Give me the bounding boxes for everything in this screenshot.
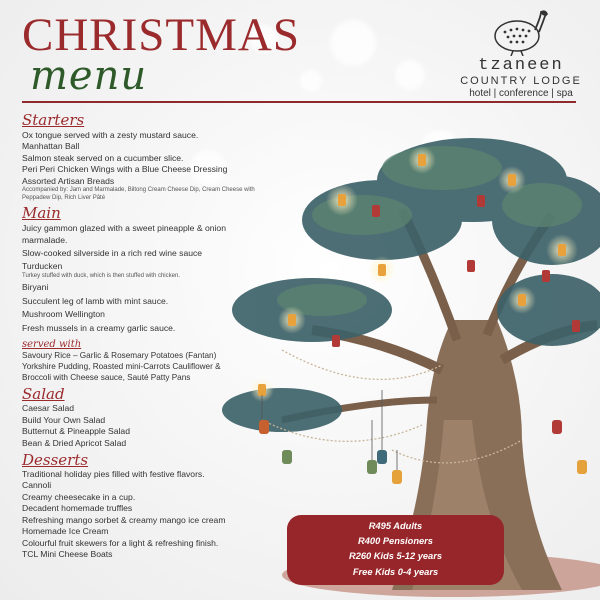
price-box	[287, 515, 504, 585]
price-kids-0-4: Free Kids 0-4 years	[352, 566, 439, 577]
menu-item: Caesar Salad	[22, 403, 75, 414]
menu-item: Bean & Dried Apricot Salad	[22, 437, 127, 448]
logo-lodge: COUNTRY LODGE	[460, 75, 582, 87]
menu-item: TCL Mini Cheese Boats	[22, 548, 113, 559]
menu-item: Manhattan Ball	[22, 141, 80, 152]
logo-brand: tzaneen	[478, 56, 564, 75]
menu-item: Turducken	[22, 261, 63, 272]
salad-heading: Salad	[22, 385, 65, 404]
menu-item: Traditional holiday pies filled with festive flavors.	[22, 469, 205, 480]
menu-item: Build Your Own Salad	[22, 414, 106, 425]
menu-content	[22, 112, 282, 560]
menu-item: Refreshing mango sorbet & creamy mango ice cream	[22, 514, 226, 525]
menu-item: Mushroom Wellington	[22, 309, 105, 320]
lodge-logo	[455, 6, 587, 100]
starters-heading: Starters	[22, 111, 85, 129]
menu-item: Succulent leg of lamb with mint sauce.	[22, 295, 169, 306]
main-heading: Main	[22, 204, 61, 223]
menu-item: Creamy cheesecake in a cup.	[22, 491, 136, 502]
title-divider	[22, 101, 576, 103]
menu-item: Fresh mussels in a creamy garlic sauce.	[22, 322, 176, 333]
menu-item: Peri Peri Chicken Wings with a Blue Cheese Dressing	[22, 164, 228, 175]
logo-tagline: hotel | conference | spa	[469, 88, 573, 100]
bread-accompaniment-note: Accompanied by: Jam and Marmalade, Biltong Cream Cheese Dip, Cream Cheese with Peppadew Dip, Rich Liver Pâté	[22, 187, 255, 201]
menu-item: Decadent homemade truffles	[22, 503, 133, 514]
menu-item: Slow-cooked silverside in a rich red wine sauce	[22, 248, 203, 259]
desserts-heading: Desserts	[22, 451, 89, 470]
price-adults: R495 Adults	[368, 521, 423, 531]
served-with-text: Savoury Rice – Garlic & Rosemary Potatoes (Fantan) Yorkshire Pudding, Roasted mini-Carrots Cauliflower & Broccoli with Cheese sauce, Sauté Patty Pans	[22, 351, 221, 382]
turducken-note: Turkey stuffed with duck, which is then stuffed with chicken.	[22, 272, 180, 279]
price-kids-5-12: R260 Kids 5-12 years	[348, 551, 443, 562]
menu-item: Salmon steak served on a cucumber slice.	[22, 152, 184, 163]
menu-item: Juicy gammon glazed with a sweet pineapple & onion marmalade.	[22, 223, 226, 245]
menu-item: Colourful fruit skewers for a light & refreshing finish.	[22, 537, 219, 548]
title-menu: menu	[30, 53, 148, 99]
menu-item: Homemade Ice Cream	[22, 526, 109, 537]
served-with-heading: served with	[22, 339, 82, 351]
menu-item: Butternut & Pineapple Salad	[22, 426, 130, 437]
menu-item: Assorted Artisan Breads	[22, 175, 115, 186]
price-pensioners: R400 Pensioners	[358, 536, 433, 547]
guinea-fowl-icon	[489, 6, 553, 56]
menu-item: Biryani	[22, 282, 49, 293]
menu-item: Ox tongue served with a zesty mustard sauce.	[22, 130, 199, 140]
menu-item: Cannoli	[22, 480, 52, 491]
title-christmas: CHRISTMAS	[22, 9, 301, 61]
